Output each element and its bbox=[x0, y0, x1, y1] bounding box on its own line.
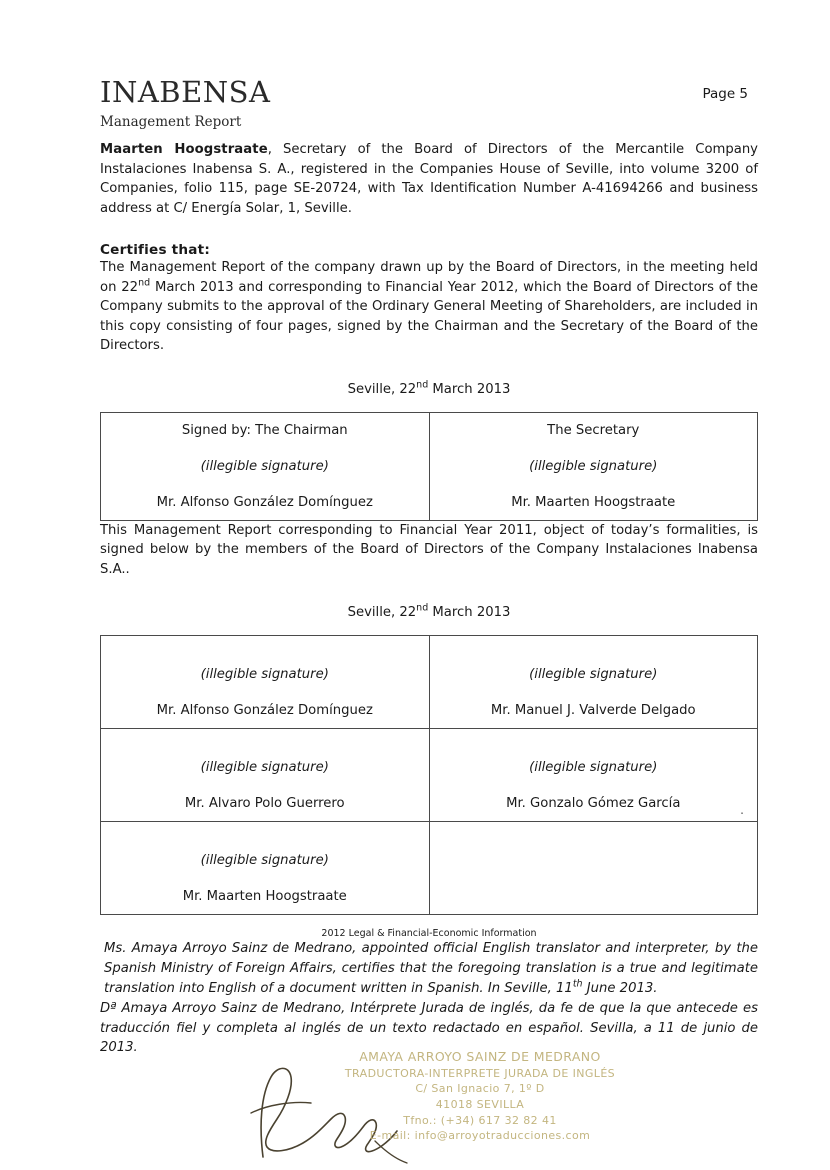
table-cell-member-5 bbox=[101, 822, 430, 915]
table-cell-member-2 bbox=[429, 636, 758, 729]
intro-paragraph bbox=[100, 140, 758, 218]
table-cell-secretary bbox=[429, 412, 758, 520]
document-subtitle: Management Report bbox=[100, 114, 242, 130]
place-date-2 bbox=[100, 602, 758, 621]
chairman-name: Mr. Alfonso González Domínguez bbox=[156, 494, 373, 510]
company-logo-text: INABENSA bbox=[100, 75, 271, 109]
member-1-signature-note: (illegible signature) bbox=[200, 667, 329, 683]
intro-paragraph-rest: , Secretary of the Board of Directors of the Mercantile Company Instalaciones Inabensa S. A., registered in the Companies House of Seville, into volume 3200 of Companies, folio 115, page SE-20724, with Tax Identification Number A-41694266 and business address at C/ Energía Solar, 1, Seville. bbox=[100, 142, 758, 216]
page-content bbox=[100, 75, 758, 1058]
table-row bbox=[101, 822, 758, 915]
page-number: Page 5 bbox=[702, 86, 748, 102]
place-date-2-a: Seville, 22 bbox=[347, 605, 417, 621]
secretary-name: Maarten Hoogstraate bbox=[100, 142, 268, 157]
ordinal-suffix-3: nd bbox=[416, 602, 429, 614]
member-4-name: Mr. Gonzalo Gómez García bbox=[506, 796, 681, 812]
official-translator-stamp bbox=[330, 1048, 630, 1144]
signature-table-board-members bbox=[100, 635, 758, 915]
translator-en-b: June 2013. bbox=[582, 980, 658, 996]
secretary-signature-note: (illegible signature) bbox=[529, 458, 658, 474]
member-5-signature-note: (illegible signature) bbox=[200, 853, 329, 869]
member-3-name: Mr. Alvaro Polo Guerrero bbox=[184, 796, 345, 812]
member-4-signature-note: (illegible signature) bbox=[529, 760, 658, 776]
stray-ink-mark: . bbox=[740, 803, 744, 817]
member-2-name: Mr. Manuel J. Valverde Delgado bbox=[490, 703, 696, 719]
table-cell-empty bbox=[429, 822, 758, 915]
board-members-paragraph: This Management Report corresponding to Financial Year 2011, object of today’s formalities, is signed below by the members of the Board of Directors of the Company Instalaciones Inabensa S.A.. bbox=[100, 522, 758, 577]
stamp-line-city: 41018 SEVILLA bbox=[435, 1097, 525, 1111]
place-date-1-a: Seville, 22 bbox=[347, 381, 417, 397]
stamp-line-phone: Tfno.: (+34) 617 32 82 41 bbox=[403, 1113, 557, 1127]
table-cell-member-1 bbox=[101, 636, 430, 729]
table-row bbox=[101, 412, 758, 520]
place-date-1-b: March 2013 bbox=[428, 381, 511, 397]
ordinal-suffix-2: nd bbox=[416, 379, 429, 391]
stamp-line-email: E-mail: info@arroyotraducciones.com bbox=[369, 1129, 591, 1143]
certifies-heading: Certifies that: bbox=[100, 242, 210, 259]
certification-text-b: March 2013 and corresponding to Financial Year 2012, which the Board of Directors of the Company submits to the approval of the Ordinary General Meeting of Shareholders, are included in this copy consisting of four pages, signed by the Chairman and the Secretary of the Board of the Directors. bbox=[100, 279, 758, 354]
table-cell-member-3 bbox=[101, 729, 430, 822]
member-2-signature-note: (illegible signature) bbox=[529, 667, 658, 683]
stamp-line-address: C/ San Ignacio 7, 1º D bbox=[415, 1082, 545, 1096]
document-footnote: 2012 Legal & Financial-Economic Information bbox=[321, 928, 537, 940]
table-row bbox=[101, 729, 758, 822]
signature-table-chairman-secretary bbox=[100, 412, 758, 521]
table-row bbox=[101, 636, 758, 729]
place-date-2-b: March 2013 bbox=[428, 605, 511, 621]
ordinal-suffix-4: th bbox=[572, 978, 583, 990]
document-header bbox=[100, 75, 758, 140]
chairman-role-label: Signed by: The Chairman bbox=[181, 422, 348, 438]
member-5-name: Mr. Maarten Hoogstraate bbox=[182, 889, 347, 905]
chairman-signature-note: (illegible signature) bbox=[200, 458, 329, 474]
certification-paragraph bbox=[100, 258, 758, 356]
stamp-line-name: AMAYA ARROYO SAINZ DE MEDRANO bbox=[359, 1049, 601, 1064]
secretary-name-cell: Mr. Maarten Hoogstraate bbox=[511, 494, 676, 510]
translator-certification-english bbox=[100, 939, 758, 998]
certification-text-a: The Management Report of the company drawn up by the Board of Directors, in the meeting held on 22 bbox=[100, 260, 758, 295]
secretary-role-label: The Secretary bbox=[547, 422, 640, 438]
place-date-1 bbox=[100, 379, 758, 397]
stamp-line-role: TRADUCTORA-INTERPRETE JURADA DE INGLÉS bbox=[344, 1066, 616, 1080]
member-1-name: Mr. Alfonso González Domínguez bbox=[156, 703, 373, 719]
translator-certification-spanish: Dª Amaya Arroyo Sainz de Medrano, Intérprete Jurada de inglés, da fe de que la que antecede es traducción fiel y completa al inglés de un texto redactado en español. Sevilla, a 11 de junio de 2013. bbox=[100, 1000, 758, 1056]
member-3-signature-note: (illegible signature) bbox=[200, 760, 329, 776]
translator-en-a: Ms. Amaya Arroyo Sainz de Medrano, appointed official English translator and interpreter, by the Spanish Ministry of Foreign Affairs, certifies that the foregoing translation is a true and legitimate translation into English of a document written in Spanish. In Seville, 11 bbox=[104, 941, 758, 996]
ordinal-suffix-1: nd bbox=[138, 277, 151, 289]
table-cell-chairman bbox=[101, 412, 430, 520]
table-cell-member-4 bbox=[429, 729, 758, 822]
